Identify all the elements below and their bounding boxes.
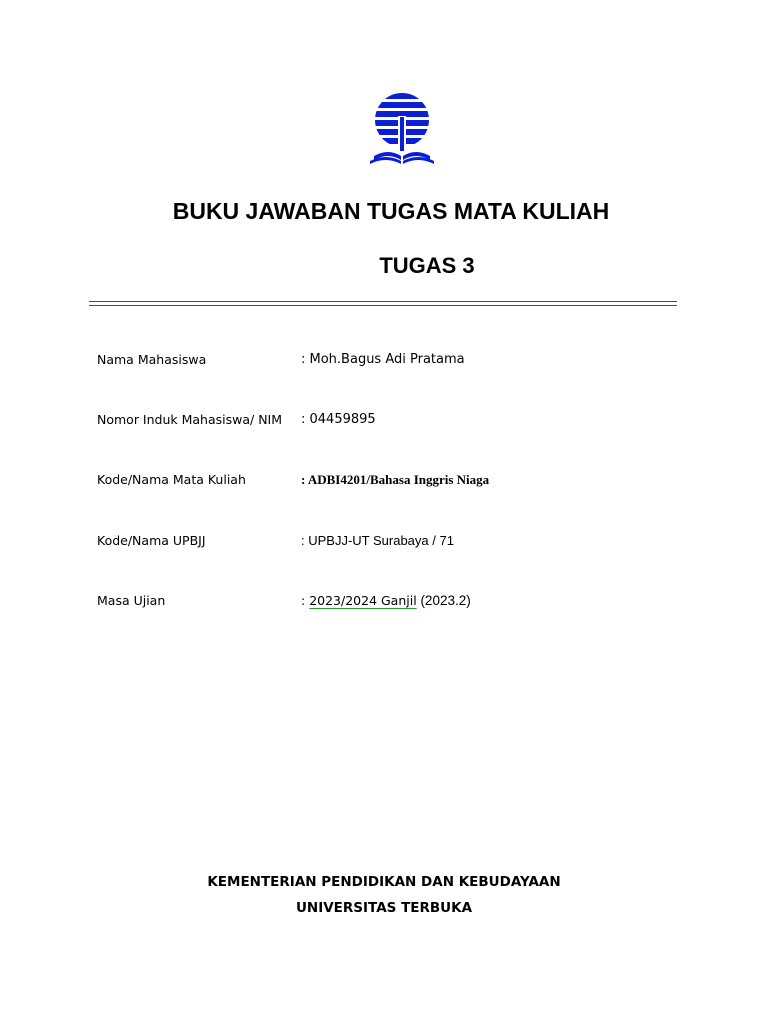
divider-line <box>89 301 677 302</box>
field-upbjj <box>97 533 697 553</box>
field-label: Nomor Induk Mahasiswa/ NIM <box>97 412 283 427</box>
field-masa-ujian <box>97 593 697 613</box>
field-label: Nama Mahasiswa <box>97 352 207 367</box>
field-value: : 04459895 <box>301 412 376 427</box>
field-nama-mahasiswa <box>97 352 697 372</box>
field-label: Masa Ujian <box>97 593 166 608</box>
field-value-prefix: : <box>301 593 310 608</box>
field-value: : Moh.Bagus Adi Pratama <box>301 352 465 367</box>
field-value-code: (2023.2) <box>416 593 471 608</box>
field-value-period: 2023/2024 Ganjil <box>309 593 417 608</box>
document-title: BUKU JAWABAN TUGAS MATA KULIAH <box>172 198 610 224</box>
footer-university: UNIVERSITAS TERBUKA <box>295 900 473 916</box>
field-mata-kuliah <box>97 472 697 492</box>
footer-ministry: KEMENTERIAN PENDIDIKAN DAN KEBUDAYAAN <box>207 874 561 890</box>
field-value: : ADBI4201/Bahasa Inggris Niaga <box>301 472 490 487</box>
document-subtitle: TUGAS 3 <box>379 253 475 278</box>
universitas-terbuka-logo <box>368 90 436 166</box>
field-label: Kode/Nama Mata Kuliah <box>97 472 246 487</box>
field-label: Kode/Nama UPBJJ <box>97 533 206 548</box>
divider-line <box>89 305 677 306</box>
field-value: : UPBJJ-UT Surabaya / 71 <box>301 533 454 548</box>
field-value <box>301 593 471 608</box>
field-nim <box>97 412 697 432</box>
